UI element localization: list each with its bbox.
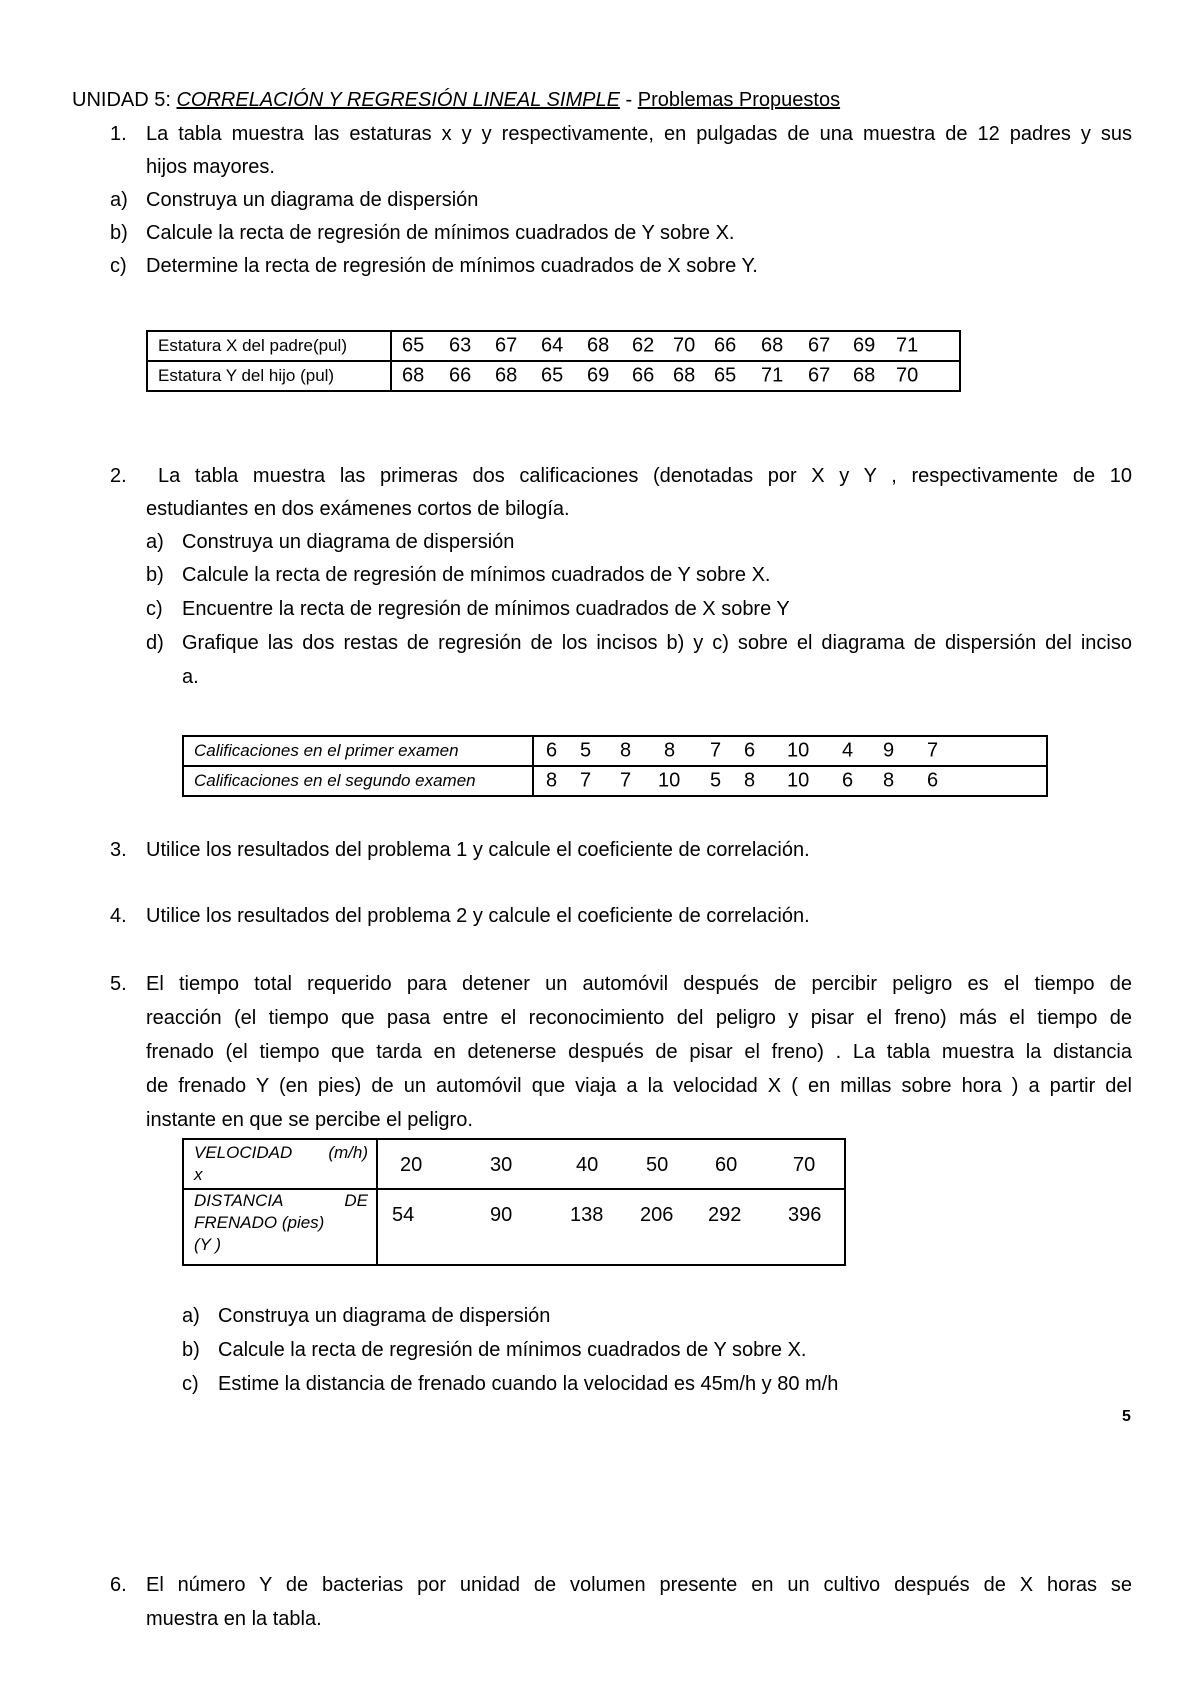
value-x-2: 63 bbox=[449, 334, 472, 357]
problem-2-data-table bbox=[182, 735, 1048, 797]
problem-1-number: 1. bbox=[110, 123, 127, 145]
unit-subtitle: Problemas Propuestos bbox=[637, 89, 841, 111]
problem-3-text: Utilice los resultados del problema 1 y calcule el coeficiente de correlación. bbox=[146, 839, 810, 861]
value-x-6: 6 bbox=[744, 739, 756, 762]
distance-label-line3: (Y ) bbox=[194, 1235, 222, 1254]
unit-header bbox=[72, 87, 840, 113]
value-y-4: 10 bbox=[658, 769, 681, 792]
problem-2-item-d-label: d) bbox=[146, 632, 164, 654]
value-y-5: 5 bbox=[710, 769, 722, 792]
distance-label-line2: FRENADO (pies) bbox=[194, 1213, 325, 1232]
problem-2-item-b-label: b) bbox=[146, 564, 164, 586]
velocity-label-word: VELOCIDAD bbox=[194, 1143, 293, 1162]
value-velocity-1: 20 bbox=[400, 1154, 423, 1176]
problem-5-number: 5. bbox=[110, 973, 127, 995]
value-y-12: 70 bbox=[896, 364, 919, 387]
problem-2-item-b-text: Calcule la recta de regresión de mínimos cuadrados de Y sobre X. bbox=[182, 564, 771, 586]
value-y-7: 10 bbox=[787, 769, 810, 792]
problem-5-text-line1: El tiempo total requerido para detener un automóvil después de percibir peligro es el tiempo de bbox=[146, 973, 1132, 995]
value-x-6: 62 bbox=[632, 334, 655, 357]
row-label-distance bbox=[183, 1189, 377, 1265]
table-values-cell bbox=[377, 1139, 845, 1189]
table-row bbox=[183, 736, 1047, 766]
problem-4-number: 4. bbox=[110, 905, 127, 927]
table-values-cell bbox=[377, 1189, 845, 1265]
problem-6-number: 6. bbox=[110, 1574, 127, 1596]
value-y-8: 6 bbox=[842, 769, 854, 792]
value-y-2: 66 bbox=[449, 364, 472, 387]
value-y-6: 66 bbox=[632, 364, 655, 387]
problem-2-item-c-text: Encuentre la recta de regresión de mínimos cuadrados de X sobre Y bbox=[182, 598, 790, 620]
problem-2-item-d-continuation: a. bbox=[182, 666, 199, 688]
value-x-4: 64 bbox=[541, 334, 564, 357]
value-x-9: 9 bbox=[883, 739, 895, 762]
value-x-9: 68 bbox=[761, 334, 784, 357]
value-velocity-2: 30 bbox=[490, 1154, 513, 1176]
value-x-7: 70 bbox=[673, 334, 696, 357]
distance-label-prep: DE bbox=[344, 1191, 368, 1210]
problem-1-item-a-label: a) bbox=[110, 189, 128, 211]
value-x-3: 8 bbox=[620, 739, 632, 762]
distance-label-word: DISTANCIA bbox=[194, 1191, 284, 1210]
value-y-11: 68 bbox=[853, 364, 876, 387]
problem-5-text-line5: instante en que se percibe el peligro. bbox=[146, 1109, 473, 1131]
value-x-2: 5 bbox=[580, 739, 592, 762]
value-x-3: 67 bbox=[495, 334, 518, 357]
unit-label: UNIDAD 5: bbox=[72, 89, 171, 111]
value-y-9: 8 bbox=[883, 769, 895, 792]
value-y-10: 6 bbox=[927, 769, 939, 792]
velocity-label-unit: (m/h) bbox=[328, 1143, 368, 1162]
problem-5-text-line3: frenado (el tiempo que tarda en detenerse después de pisar el freno) . La tabla muestra la distancia bbox=[146, 1041, 1132, 1063]
page-number: 5 bbox=[1122, 1408, 1131, 1425]
problem-1-text-line2: hijos mayores. bbox=[146, 156, 275, 178]
value-y-4: 65 bbox=[541, 364, 564, 387]
problem-6-text-line2: muestra en la tabla. bbox=[146, 1608, 322, 1630]
value-x-11: 69 bbox=[853, 334, 876, 357]
value-y-1: 68 bbox=[402, 364, 425, 387]
value-y-1: 8 bbox=[546, 769, 558, 792]
problem-2-item-d-text: Grafique las dos restas de regresión de los incisos b) y c) sobre el diagrama de dispersión del inciso bbox=[182, 632, 1132, 654]
table-row bbox=[183, 1189, 845, 1265]
problem-5-text-line2: reacción (el tiempo que pasa entre el reconocimiento del peligro y pisar el freno) más el tiempo de bbox=[146, 1007, 1132, 1029]
value-x-5: 68 bbox=[587, 334, 610, 357]
row-label-father-height: Estatura X del padre(pul) bbox=[147, 331, 391, 361]
problem-1-item-b-label: b) bbox=[110, 222, 128, 244]
problem-5-item-a-text: Construya un diagrama de dispersión bbox=[218, 1305, 551, 1327]
velocity-label-var: x bbox=[194, 1165, 203, 1184]
problem-5-item-c-label: c) bbox=[182, 1373, 199, 1395]
value-x-4: 8 bbox=[664, 739, 676, 762]
table-row bbox=[147, 361, 960, 391]
value-distance-1: 54 bbox=[392, 1204, 415, 1226]
value-distance-2: 90 bbox=[490, 1204, 513, 1226]
table-values-cell bbox=[533, 736, 1047, 766]
problem-5-data-table bbox=[182, 1138, 846, 1266]
value-y-5: 69 bbox=[587, 364, 610, 387]
row-label-son-height: Estatura Y del hijo (pul) bbox=[147, 361, 391, 391]
value-x-10: 7 bbox=[927, 739, 939, 762]
problem-1-item-a-text: Construya un diagrama de dispersión bbox=[146, 189, 479, 211]
problem-1-item-c-label: c) bbox=[110, 255, 127, 277]
value-velocity-3: 40 bbox=[576, 1154, 599, 1176]
value-y-8: 65 bbox=[714, 364, 737, 387]
table-row bbox=[183, 766, 1047, 796]
problem-5-item-a-label: a) bbox=[182, 1305, 200, 1327]
table-row bbox=[183, 1139, 845, 1189]
value-distance-3: 138 bbox=[570, 1204, 604, 1226]
problem-2-item-a-text: Construya un diagrama de dispersión bbox=[182, 531, 515, 553]
row-label-first-exam: Calificaciones en el primer examen bbox=[183, 736, 533, 766]
value-x-8: 66 bbox=[714, 334, 737, 357]
value-y-3: 68 bbox=[495, 364, 518, 387]
value-y-9: 71 bbox=[761, 364, 784, 387]
problem-2-item-a-label: a) bbox=[146, 531, 164, 553]
value-y-2: 7 bbox=[580, 769, 592, 792]
problem-4-text: Utilice los resultados del problema 2 y calcule el coeficiente de correlación. bbox=[146, 905, 810, 927]
problem-2-number: 2. bbox=[110, 465, 127, 487]
header-separator: - bbox=[625, 89, 633, 111]
value-distance-5: 292 bbox=[708, 1204, 742, 1226]
value-distance-6: 396 bbox=[788, 1204, 822, 1226]
problem-1-data-table bbox=[146, 330, 961, 392]
table-row bbox=[147, 331, 960, 361]
problem-1-text-line1: La tabla muestra las estaturas x y y respectivamente, en pulgadas de una muestra de 12 padres y sus bbox=[146, 123, 1132, 145]
value-x-10: 67 bbox=[808, 334, 831, 357]
problem-5-item-b-label: b) bbox=[182, 1339, 200, 1361]
problem-1-item-b-text: Calcule la recta de regresión de mínimos cuadrados de Y sobre X. bbox=[146, 222, 735, 244]
value-velocity-4: 50 bbox=[646, 1154, 669, 1176]
problem-2-item-c-label: c) bbox=[146, 598, 163, 620]
value-x-5: 7 bbox=[710, 739, 722, 762]
value-velocity-5: 60 bbox=[715, 1154, 738, 1176]
value-y-7: 68 bbox=[673, 364, 696, 387]
value-x-7: 10 bbox=[787, 739, 810, 762]
problem-1-item-c-text: Determine la recta de regresión de mínimos cuadrados de X sobre Y. bbox=[146, 255, 758, 277]
value-distance-4: 206 bbox=[640, 1204, 674, 1226]
problem-3-number: 3. bbox=[110, 839, 127, 861]
value-velocity-6: 70 bbox=[793, 1154, 816, 1176]
table-values-cell bbox=[391, 331, 960, 361]
value-y-10: 67 bbox=[808, 364, 831, 387]
table-values-cell bbox=[533, 766, 1047, 796]
value-y-3: 7 bbox=[620, 769, 632, 792]
value-x-12: 71 bbox=[896, 334, 919, 357]
value-x-8: 4 bbox=[842, 739, 854, 762]
row-label-velocity bbox=[183, 1139, 377, 1189]
unit-title: CORRELACIÓN Y REGRESIÓN LINEAL SIMPLE bbox=[176, 89, 620, 111]
value-x-1: 6 bbox=[546, 739, 558, 762]
problem-2-text-line2: estudiantes en dos exámenes cortos de bilogía. bbox=[146, 498, 570, 520]
problem-2-text-line1: La tabla muestra las primeras dos calificaciones (denotadas por X y Y , respectivamente de 10 bbox=[158, 465, 1132, 487]
value-y-6: 8 bbox=[744, 769, 756, 792]
table-values-cell bbox=[391, 361, 960, 391]
row-label-second-exam: Calificaciones en el segundo examen bbox=[183, 766, 533, 796]
problem-5-item-c-text: Estime la distancia de frenado cuando la velocidad es 45m/h y 80 m/h bbox=[218, 1373, 839, 1395]
problem-5-item-b-text: Calcule la recta de regresión de mínimos cuadrados de Y sobre X. bbox=[218, 1339, 807, 1361]
value-x-1: 65 bbox=[402, 334, 425, 357]
problem-5-text-line4: de frenado Y (en pies) de un automóvil que viaja a la velocidad X ( en millas sobre hora ) a partir del bbox=[146, 1075, 1132, 1097]
problem-6-text-line1: El número Y de bacterias por unidad de volumen presente en un cultivo después de X horas se bbox=[146, 1574, 1132, 1596]
